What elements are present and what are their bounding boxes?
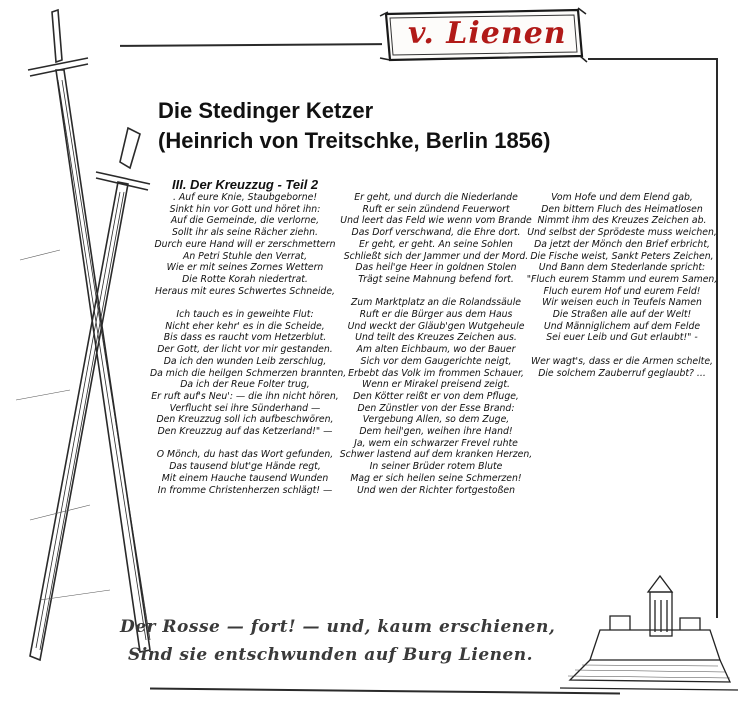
poem-line: Vom Hofe und dem Elend gab, [551, 192, 693, 203]
poem-line: Und selbst der Sprödeste muss weichen, [527, 227, 717, 239]
poem-line: Ruft er die Bürger aus dem Haus [359, 309, 513, 321]
poem-line: Erbebt das Volk im frommen Schauer, [348, 367, 524, 379]
footer-line-1: Der Rosse — fort! — und, kaum erschienen, [120, 617, 556, 637]
banner-title: v. Lienen [408, 16, 567, 51]
poem-line: Den Zünstler von der Esse Brand: [357, 402, 515, 414]
poem-line: Mag er sich heilen seine Schmerzen! [350, 472, 522, 484]
poem-line: Das tausend blut'ge Hände regt, [169, 461, 321, 473]
poem-line: Wie er mit seines Zornes Wettern [166, 262, 324, 274]
poem-line: "Fluch eurem Stamm und eurem Samen, [526, 273, 718, 285]
poem-line: Da jetzt der Mönch den Brief erbricht, [534, 238, 710, 250]
poem-line: Und weckt der Gläub'gen Wutgeheule [347, 320, 525, 332]
poem-line: Bis dass es raucht vom Hetzerblut. [163, 332, 327, 344]
poem-line: Den Kreuzzug soll ich aufbeschwören, [156, 414, 334, 426]
poem-line: Und teilt des Kreuzes Zeichen aus. [355, 332, 517, 344]
poem-line: Die Rotte Korah niedertrat. [182, 273, 308, 285]
poem-line: Sollt ihr als seine Rächer ziehn. [172, 227, 318, 239]
section-heading: III. Der Kreuzzug - Teil 2 [172, 177, 319, 192]
stanza-gap [150, 438, 340, 450]
poem-line: Wenn er Mirakel preisend zeigt. [362, 379, 510, 391]
frame-top-right-line [588, 58, 718, 60]
poem-line: Schwer lastend auf dem kranken Herzen, [339, 449, 533, 461]
castle-illustration [560, 570, 740, 700]
poem-line: Den Kötter reißt er von dem Pfluge, [353, 390, 519, 402]
poem-line: Und Männiglichem auf dem Felde [543, 320, 701, 332]
poem-column-3 [524, 192, 720, 379]
poem-line: Heraus mit eures Schwertes Schneide, [154, 285, 335, 297]
poem-line: Wir weisen euch in Teufels Namen [542, 297, 702, 309]
poem-line: Trägt seine Mahnung befend fort. [358, 273, 514, 285]
poem-line: Sei euer Leib und Gut erlaubt!" - [546, 332, 698, 344]
poem-line: Nimmt ihm des Kreuzes Zeichen ab. [537, 215, 707, 227]
poem-line: Da mich die heilgen Schmerzen brannten, [150, 367, 347, 379]
poem-line: Der Gott, der licht vor mir gestanden. [157, 344, 333, 356]
poem-line: O Mönch, du hast das Wort gefunden, [156, 449, 334, 461]
poem-line: Am alten Eichbaum, wo der Bauer [356, 344, 516, 356]
poem-line: Die solchem Zauberruf geglaubt? ... [538, 367, 706, 379]
poem-line: Vergebung Allen, so dem Zuge, [362, 414, 510, 426]
poem-line: Sich vor dem Gaugerichte neigt, [360, 355, 512, 367]
poem-line: Ruft er sein zündend Feuerwort [362, 203, 510, 215]
stanza-gap [336, 286, 536, 298]
poem-line: Mit einem Hauche tausend Wunden [161, 472, 329, 484]
poem-line: Das Dorf verschwand, die Ehre dort. [351, 227, 521, 239]
poem-line: . Auf eure Knie, Staubgeborne! [172, 192, 318, 203]
poem-line: In fromme Christenherzen schlägt! — [157, 484, 333, 496]
poem-line: Das heil'ge Heer in goldnen Stolen [355, 262, 517, 274]
poem-line: Er geht, und durch die Niederlande [354, 192, 518, 203]
poem-line: Und wen der Richter fortgestoßen [356, 484, 515, 496]
stanza-gap [524, 344, 720, 356]
poem-line: Er ruft auf's Neu': — die ihn nicht hören, [151, 390, 339, 402]
poem-line: In seiner Brüder rotem Blute [369, 461, 503, 473]
poem-line: Da ich der Reue Folter trug, [180, 379, 310, 391]
footer-line-2: Sind sie entschwunden auf Burg Lienen. [128, 645, 534, 665]
poem-line: Den Kreuzzug auf das Ketzerland!" — [157, 426, 333, 438]
poem-column-2 [336, 192, 536, 496]
poem-line: Die Fische weist, Sankt Peters Zeichen, [530, 250, 714, 262]
poem-line: Nicht eher kehr' es in die Scheide, [165, 320, 325, 332]
poem-line: Ich tauch es in geweihte Flut: [176, 309, 314, 321]
poem-line: Und Bann dem Stederlande spricht: [538, 262, 706, 274]
poem-column-1 [150, 192, 347, 496]
poem-line: Auf die Gemeinde, die verlorne, [170, 215, 320, 227]
poem-line: Da ich den wunden Leib zerschlug, [163, 355, 327, 367]
poem-line: Zum Marktplatz an die Rolandssäule [350, 297, 521, 309]
stanza-gap [150, 297, 340, 309]
page-title: Die Stedinger Ketzer [158, 98, 374, 123]
poem-line: Den bittern Fluch des Heimatlosen [541, 203, 703, 215]
poem-line: Sinkt hin vor Gott und höret ihn: [169, 203, 321, 215]
poem-line: Ja, wem ein schwarzer Frevel ruhte [354, 437, 518, 449]
poem-line: Schließt sich der Jammer und der Mord. [343, 250, 529, 262]
poem-line: Er geht, er geht. An seine Sohlen [359, 238, 513, 250]
page-subtitle: (Heinrich von Treitschke, Berlin 1856) [158, 128, 551, 153]
poem-line: Und leert das Feld wie wenn vom Brande [340, 215, 532, 227]
poem-line: Die Straßen alle auf der Welt! [552, 309, 692, 321]
poem-line: Dem heil'gen, weihen ihre Hand! [359, 426, 513, 438]
poem-line: Durch eure Hand will er zerschmettern [154, 238, 336, 250]
poem-line: An Petri Stuhle den Verrat, [182, 250, 308, 262]
poem-line: Verflucht sei ihre Sünderhand — [169, 402, 321, 414]
poem-line: Wer wagt's, dass er die Armen schelte, [530, 355, 714, 367]
poem-line: Fluch eurem Hof und eurem Feld! [543, 285, 701, 297]
frame-bottom-line [150, 688, 620, 695]
